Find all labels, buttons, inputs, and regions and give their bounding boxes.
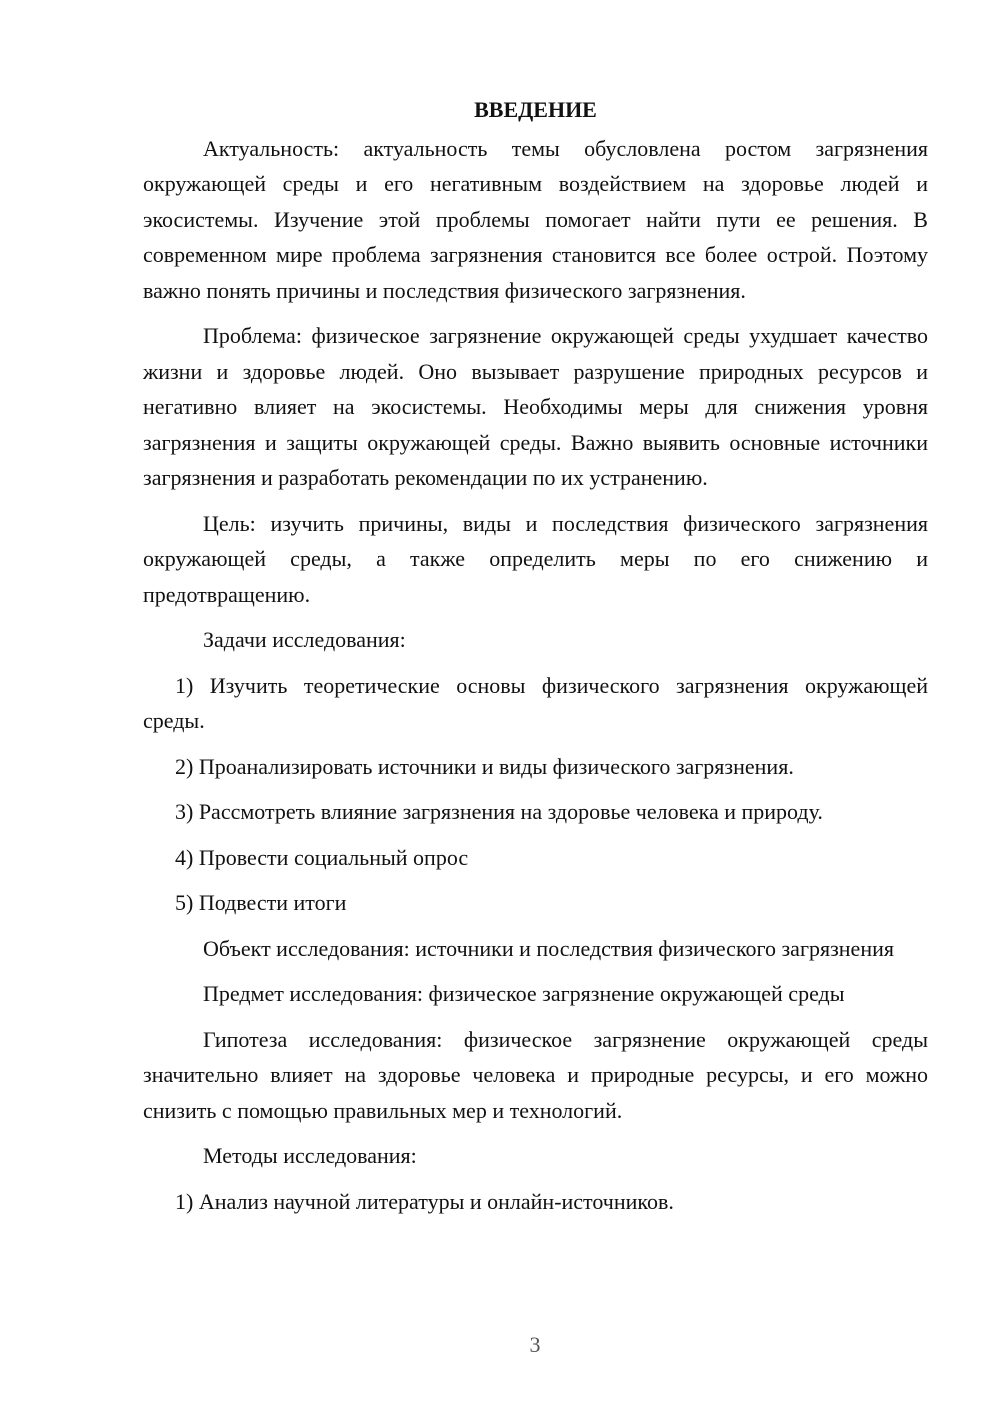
page-number: 3 [529,1332,541,1357]
goal-paragraph: Цель: изучить причины, виды и последствия физического загрязнения окружающей среды, а также определить меры по его снижению и предотвращению. [143,510,928,607]
relevance-paragraph: Актуальность: актуальность темы обусловлена ростом загрязнения окружающей среды и его негативным воздействием на здоровье людей и экосистемы. Изучение этой проблемы помогает найти пути ее решения. В современном мире проблема загрязнения становится все более острой. Поэтому важно понять причины и последствия физического загрязнения. [143,135,928,303]
task-item: 3) Рассмотреть влияние загрязнения на здоровье человека и природу. [175,799,823,824]
problem-paragraph: Проблема: физическое загрязнение окружающей среды ухудшает качество жизни и здоровье людей. Оно вызывает разрушение природных ресурсов и негативно влияет на экосистемы. Необходимы меры для снижения уровня загрязнения и защиты окружающей среды. Важно выявить основные источники загрязнения и разработать рекомендации по их устранению. [143,323,928,490]
method-item: 1) Анализ научной литературы и онлайн-источников. [175,1188,674,1214]
task-item: 1) Изучить теоретические основы физического загрязнения окружающей среды. [143,672,928,733]
task-item: 2) Проанализировать источники и виды физического загрязнения. [175,753,794,779]
page-content [143,92,928,1229]
research-object: Объект исследования: источники и последствия физического загрязнения [203,935,894,961]
research-hypothesis: Гипотеза исследования: физическое загрязнение окружающей среды значительно влияет на здоровье человека и природные ресурсы, и его можно снизить с помощью правильных мер и технологий. [143,1026,928,1123]
tasks-heading: Задачи исследования: [203,627,406,652]
section-title: ВВЕДЕНИЕ [474,97,597,122]
task-item: 4) Провести социальный опрос [175,844,469,870]
task-item: 5) Подвести итоги [175,890,347,915]
research-subject: Предмет исследования: физическое загрязнение окружающей среды [203,981,845,1006]
methods-heading: Методы исследования: [203,1143,417,1168]
